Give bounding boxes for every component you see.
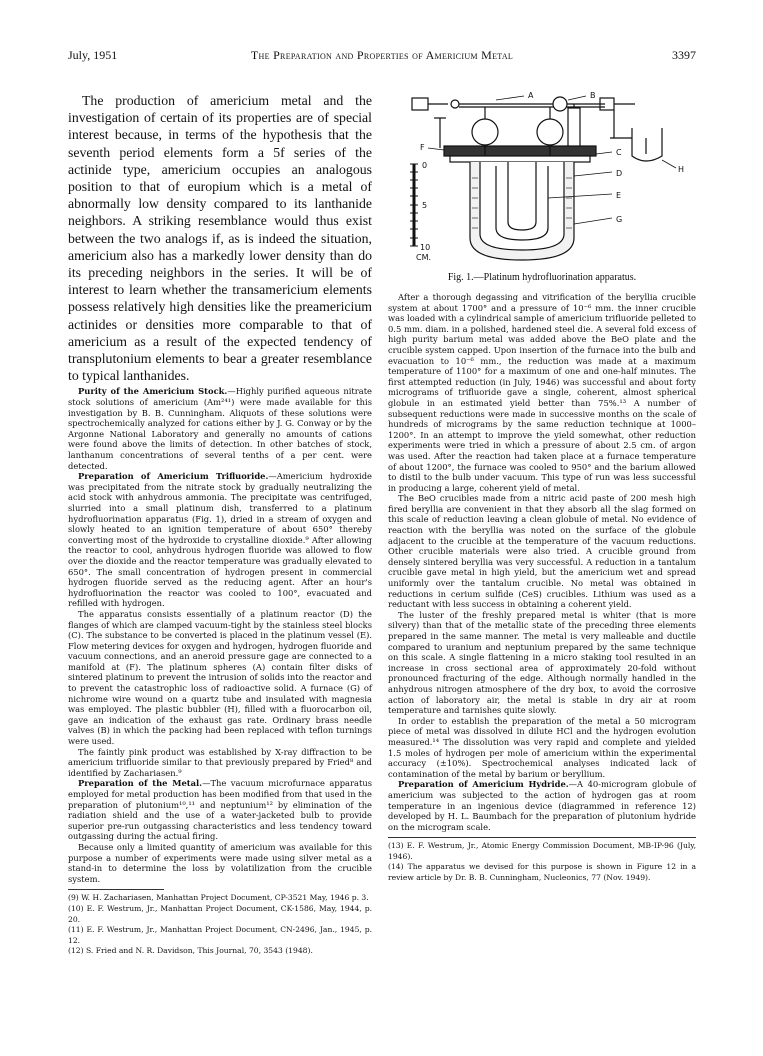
label-B: B [590, 91, 596, 100]
hydride-text: —A 40-microgram globule of americium was subjected to the action of hydrogen gas at room temperature in an ingenious device (diagrammed in reference 12) developed by H. L. Baumbach for the preparation of plutonium hydride on the microgram scale. [388, 779, 696, 832]
luster-paragraph: The luster of the freshly prepared metal is whiter (that is more silvery) than that of the metallic state of the preceding three elements prepared in the same manner. The metal is very malleable and ductile compared to uranium and neptunium prepared by the same technique on this scale. A single flattening in a micro staking tool resulted in an increase in cross sectional area of approximately 20-fold without pronounced fracturing of the edge. Although normally handled in the anhydrous nitrogen atmosphere of the dry box, to avoid the corrosive action of laboratory air, the metal is stable in dry air at room temperature and tarnishes quite slowly. [388, 609, 696, 716]
platinum-sphere-left [472, 119, 498, 145]
label-H: H [678, 165, 685, 174]
trifluoride-paragraph [68, 471, 372, 609]
figure-caption: Fig. 1.—Platinum hydrofluorination apparatus. [447, 272, 637, 283]
manifold-valve-left [412, 98, 428, 110]
platinum-sphere-right [537, 119, 563, 145]
footnote-10: (10) E. F. Westrum, Jr., Manhattan Project Document, CK-1586, May, 1944, p. 20. [68, 903, 372, 924]
label-D: D [616, 169, 623, 178]
stock-paragraph [68, 386, 372, 471]
footnote-13: (13) E. F. Westrum, Jr., Atomic Energy Commission Document, MB-IP-96 (July, 1946). [388, 841, 696, 861]
left-column [68, 92, 372, 957]
metal-paragraph-2: Because only a limited quantity of americium was available for this purpose a number of experiments were made using silver metal as a stand-in to determine the loss by volatilization from the crucible system. [68, 841, 372, 884]
stock-text: —Highly purified aqueous nitrate stock solutions of americium (Am²⁴¹) were made available for this investigation by B. B. Cunningham. Aliquots of these solutions were spectrochemically analyzed for cations either by J. G. Conway or by the Argonne National Laboratory and generally no amounts of cations were found above the limits of detection. In other batches of stock, lanthanum concentrations of several tenths of a per cent. were detected. [68, 386, 372, 471]
label-C: C [616, 148, 622, 157]
hydride-heading: Preparation of Americium Hydride. [398, 779, 569, 790]
scale-unit: CM. [416, 253, 432, 262]
footnote-9: (9) W. H. Zachariasen, Manhattan Project Document, CP-3521 May, 1946 p. 3. [68, 893, 369, 903]
reduction-paragraph: After a thorough degassing and vitrification of the beryllia crucible system at about 1700° and a pressure of 10⁻⁶ mm. the inner crucible was loaded with a cylindrical sample of americium trifluoride pelleted to 0.5 mm. diam. in a polished, hardened steel die. A several fold excess of high purity barium metal was added above the BeO plate and the crucible system capped. Upon insertion of the furnace into the bulb and evacuation to 10⁻⁶ mm., the reduction was made at a maximum temperature of 1100° for a maximum of one and one-half minutes. The first attempted reduction (in July, 1946) was successful and about forty micrograms of trifluoride gave a single, coherent, almost spherical globule in an estimated yield better than 75%.¹³ A number of subsequent reductions were made in successive months on the scale of hundreds of micrograms by the same reduction technique at 1000–1200°. In an attempt to improve the yield somewhat, other reduction experiments were tried in which a pressure of about 2.5 cm. of argon was used. After the reaction had taken place at a furnace temperature of about 1200°, the furnace was cooled to 950° and the barium allowed to distil to the bulb under vacuum. This type of run was less successful in producing a large, coherent yield of metal. [388, 292, 696, 493]
header-title: The Preparation and Properties of Americium Metal [250, 48, 514, 62]
crucible-paragraph: The BeO crucibles made from a nitric acid paste of 200 mesh high fired beryllia are convenient in that they absorb all the slag formed on this scale of reduction leaving a clean globule of metal. No evidence of reaction with the beryllia was noted on the surface of the globule adjacent to the crucible at the temperature of the vacuum reductions. Other crucible materials were also tried. A crucible ground from densely sintered beryllia was very successful. A reduction in a tantalum crucible gave metal in high yield, but the americium wet and spread uniformly over the tantalum crucible. No metal was obtained in reductions in cerium sulfide (CeS) crucibles. Lithium was used as a reductant with less success in obtaining a coherent yield. [388, 493, 696, 610]
trifluoride-text: —Americium hydroxide was precipitated from the nitrate stock by gradually neutralizing the acid stock with anhydrous ammonia. The precipitate was centrifuged, slurried into a small platinum dish, transferred to a platinum hydrofluorination apparatus (Fig. 1), dried in a stream of oxygen and slowly heated to an ignition temperature of about 650° thereby converting most of the hydroxide to crystalline dioxide.⁹ After allowing the reactor to cool, anhydrous hydrogen fluoride was allowed to flow over the dioxide and the reactor temperature was gradually elevated to 650°. The small concentration of hydrogen present in commercial hydrogen fluoride served as the reducing agent. After an hour's hydrofluorination the reactor was cooled to 100°, evacuated and refilled with hydrogen. [68, 471, 372, 609]
running-header [68, 48, 696, 64]
header-date: July, 1951 [68, 48, 118, 62]
label-G: G [616, 215, 623, 224]
intro-paragraph: The production of americium metal and the investigation of certain of its properties are of special interest because, in terms of the hypothesis that the seventh period elements form a 5f series of the actinide type, americium occupies an analogous position to that of europium which is a metal of abnormally low density compared to its lanthanide neighbors. A striking resemblance would thus exist between the two analogs if, as is indeed the situation, americium also has a markedly lower density than do its preceding neighbors in the series. It will be of interest to learn whether the transamericium elements possess relatively high densities like the preamericium actinides or densities more comparable to that of americium as a result of the expected tendency of transplutonium elements to bear a greater resemblance to typical lanthanides. [68, 93, 372, 384]
product-paragraph: The faintly pink product was established by X-ray diffraction to be americium trifluoride similar to that previously prepared by Fried⁸ and identified by Zachariasen.⁹ [68, 746, 372, 778]
scale-5: 5 [422, 201, 428, 210]
flange-block [444, 146, 596, 156]
scale-0: 0 [422, 161, 428, 170]
bubbler [632, 128, 662, 161]
footnote-rule-right [388, 837, 696, 838]
right-column-body [388, 292, 696, 884]
footnote-12: (12) S. Fried and N. R. Davidson, This Journal, 70, 3543 (1948). [68, 946, 313, 956]
label-E: E [616, 191, 622, 200]
label-A: A [528, 91, 534, 100]
page-number: 3397 [672, 48, 696, 62]
stock-heading: Purity of the Americium Stock. [78, 386, 228, 397]
dissolution-paragraph: In order to establish the preparation of the metal a 50 microgram piece of metal was dissolved in dilute HCl and the hydrogen evolution measured.¹⁴ The dissolution was very rapid and complete and yielded 1.5 moles of hydrogen per mole of americium within the experimental accuracy (±10%). Spectrochemical analyses indicated lack of contamination of the metal by barium or beryllium. [388, 715, 696, 779]
hydrofluorination-apparatus-diagram [400, 88, 696, 273]
trifluoride-heading: Preparation of Americium Trifluoride. [78, 471, 269, 482]
hydride-paragraph [388, 779, 696, 832]
metal-paragraph [68, 778, 372, 842]
footnote-14: (14) The apparatus we devised for this purpose is shown in Figure 12 in a review article by Dr. B. B. Cunningham, Nucleonics, 77 (Nov. 1949). [388, 862, 696, 883]
figure-1 [400, 88, 696, 278]
footnote-rule [68, 889, 164, 890]
metal-text: —The vacuum microfurnace apparatus employed for metal production has been modified from that used in the preparation of plutonium¹⁰,¹¹ and neptunium¹² by elimination of the radiation shield and the use of a water-jacketed bulb to provide superior pre-run outgassing characteristics and less tendency toward outgassing during the actual firing. [68, 778, 372, 842]
apparatus-paragraph: The apparatus consists essentially of a platinum reactor (D) the flanges of which are clamped vacuum-tight by the stainless steel blocks (C). The substance to be converted is placed in the platinum vessel (E). Flow metering devices for oxygen and hydrogen, hydrogen fluoride and vacuum connections, and an aneroid pressure gage are connected to a manifold at (F). The platinum spheres (A) contain filter disks of sintered platinum to prevent the intrusion of solids into the reactor and to prevent the catastrophic loss of radioactive solid. A furnace (G) of nichrome wire wound on a quartz tube and insulated with magnesia was employed. The plastic bubbler (H), filled with a fluorocarbon oil, gave an indication of the exhaust gas rate. Ordinary brass needle valves (B) in which the packing had been replaced with teflon turnings were used. [68, 608, 372, 747]
footnote-11: (11) E. F. Westrum, Jr., Manhattan Project Document, CN-2496, Jan., 1945, p. 12. [68, 925, 372, 945]
label-F: F [420, 143, 425, 152]
scale-10: 10 [420, 243, 431, 252]
metal-heading: Preparation of the Metal. [78, 778, 203, 789]
